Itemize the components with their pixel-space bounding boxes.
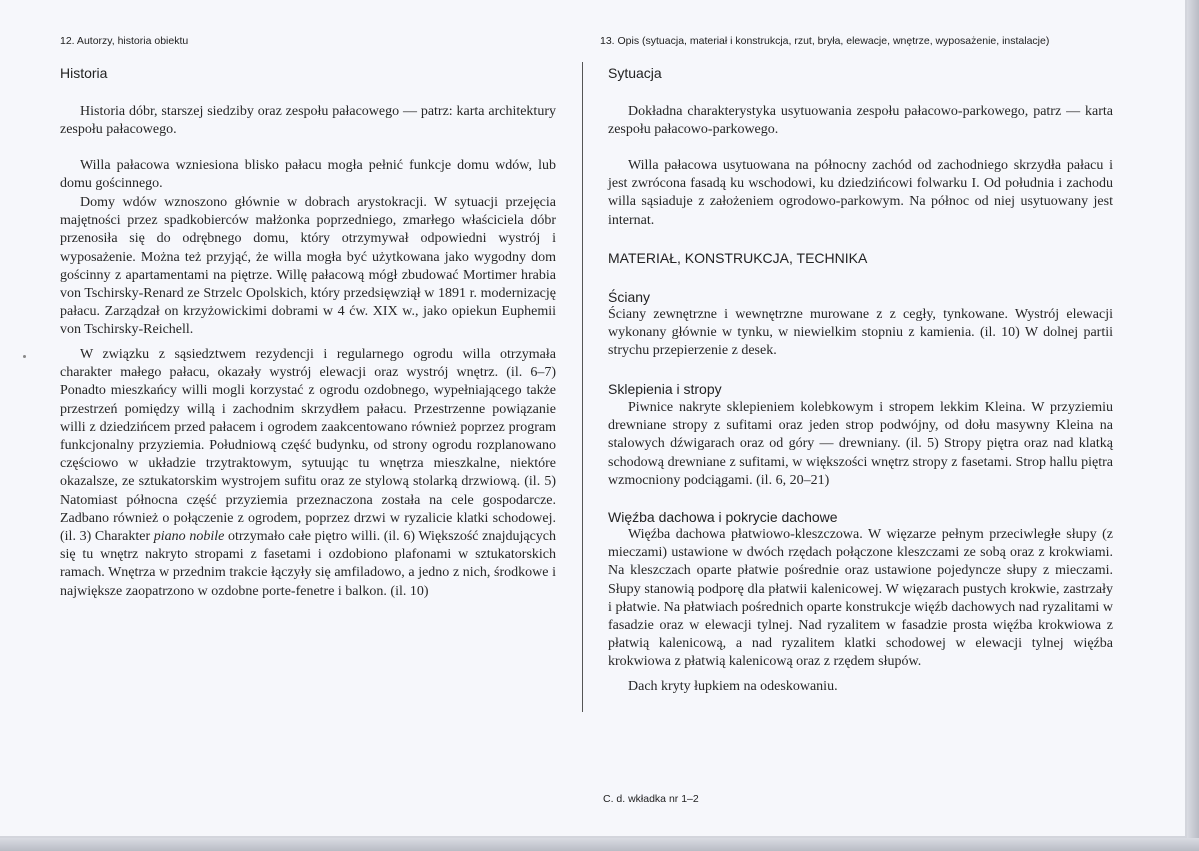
history-paragraph-2: Willa pałacowa wzniesiona blisko pałacu mogła pełnić funkcje domu wdów, lub domu gościnnego.	[60, 158, 556, 192]
roof-paragraph: Więźba dachowa płatwiowo-kleszczowa. W więzarze pełnym przeciwległe słupy (z mieczami) ustawione w dwóch rzędach połączone kleszczami ze sobą oraz z krokwiami. Na kleszczach oparte płatwie pośrednie oraz ustawione pojedyncze słupy z mieczami. Słupy stanowią podporę dla płatwii kalenicowej. W więzarach pustych krokwie, zastrzały i płatwie. Na płatwiach pośrednich oparte konstrukcje więźb dachowych nad ryzalitami w fasadzie oraz w elewacji tylnej. Nad ryzalitem w fasadzie prosta więźba krokwiowa z płatwią kalenicową, a nad ryzalitem klatki schodowej w elewacji tylnej więźba krokwiowa z płatwią kalenicową oraz z rzędem słupów.	[608, 527, 1113, 670]
history-paragraph-4-text-b: otrzymało całe piętro willi. (il. 6) Większość znajdujących się tu wnętrz nakryto stropami z fasetami i ozdobiono plafonami w sztukatorskich ramach. Wnętrza w przednim trakcie łączyły się amfiladowo, a jedno z nich, środkowe i największe zaopatrzono w ozdobne porte-fenetre i balkon. (il. 10)	[60, 529, 556, 599]
history-paragraph-3: Domy wdów wznoszono głównie w dobrach arystokracji. W sytuacji przejęcia majętności przez spadkobierców małżonka poprzedniego, zmarłego właściciela dóbr przenosiła się do odrębnego domu, który otrzymywał odpowiedni wystrój i wyposażenie. Można też przyjąć, że willa mogła być użytkowana jako wygodny dom gościnny z apartamentami na piętrze. Willę pałacową mógł zbudować Mortimer hrabia von Tschirsky-Renard ze Strzelc Opolskich, który przedsięwziął w 1891 r. modernizację pałacu. Zarządzał on krzyżowickimi dobrami w 4 ćw. XIX w., jako opiekun Euphemii von Tschirsky-Reichell.	[60, 195, 556, 338]
history-paragraph-4	[60, 346, 556, 601]
left-page-header: 12. Autorzy, historia obiektu	[60, 35, 189, 47]
column-divider	[582, 62, 583, 712]
history-paragraph-4-text-a: W związku z sąsiedztwem rezydencji i regularnego ogrodu willa otrzymała charakter małego pałacu, okazały wystrój elewacji oraz wystrój wnętrz. (il. 6–7) Ponadto mieszkańcy willi mogli korzystać z ogrodu ozdobnego, wypełniającego także przestrzeń pomiędzy willą i zachodnim skrzydłem pałacu. Przestrzenne powiązanie willi z dziedzińcem przed pałacem i ogrodem zaakcentowano również poprzez program funkcjonalny przyziemia. Południową część budynku, od strony ogrodu rozplanowano częściowo w układzie trzytraktowym, sytuując tu wnętrza mieszkalne, niektóre okazalsze, ze sztukatorskim wystrojem sufitu oraz ze stylową stolarką drzwiową. (il. 5) Natomiast północna część przyziemia przeznaczona została na cele gospodarcze. Zadbano również o połączenie z ogrodem, poprzez drzwi w ryzalicie klatki schodowej. (il. 3) Charakter	[60, 347, 556, 545]
history-paragraph-1: Historia dóbr, starszej siedziby oraz zespołu pałacowego — patrz: karta architektury zespołu pałacowego.	[60, 104, 556, 138]
right-page-header: 13. Opis (sytuacja, materiał i konstrukcja, rzut, bryła, elewacje, wnętrze, wyposażenie, instalacje)	[600, 35, 1050, 47]
roof-heading: Więźba dachowa i pokrycie dachowe	[608, 509, 838, 525]
vaults-paragraph: Piwnice nakryte sklepieniem kolebkowym i stropem lekkim Kleina. W przyziemiu drewniane stropy z sufitami oraz jeden strop podwójny, od dołu masywny Kleina na stalowych dźwigarach oraz od góry — drewniany. (il. 5) Stropy piętra oraz nad klatką schodową drewniane z sufitami, w większości wnętrz stropy z fasetami. Strop hallu piętra wzmocniony podciągami. (il. 6, 20–21)	[608, 400, 1113, 488]
walls-paragraph: Ściany zewnętrzne i wewnętrzne murowane z z cegły, tynkowane. Wystrój elewacji wykonany głównie w tynku, w niewielkim stopniu z kamienia. (il. 10) W dolnej partii strychu przepierzenie z desek.	[608, 307, 1113, 359]
roof-cover-paragraph: Dach kryty łupkiem na odeskowaniu.	[628, 679, 838, 694]
scan-mark	[23, 355, 26, 358]
continuation-note: C. d. wkładka nr 1–2	[603, 793, 699, 805]
situation-paragraph-1: Dokładna charakterystyka usytuowania zespołu pałacowo-parkowego, patrz — karta zespołu pałacowo-parkowego.	[608, 104, 1113, 138]
scan-edge-bottom	[0, 838, 1199, 851]
material-heading: MATERIAŁ, KONSTRUKCJA, TECHNIKA	[608, 250, 868, 266]
scan-edge-right	[1187, 0, 1199, 851]
walls-heading: Ściany	[608, 289, 651, 305]
vaults-heading: Sklepienia i stropy	[608, 381, 722, 397]
history-heading: Historia	[60, 65, 108, 81]
situation-heading: Sytuacja	[608, 65, 662, 81]
situation-paragraph-2: Willa pałacowa usytuowana na północny zachód od zachodniego skrzydła pałacu i jest zwrócona fasadą ku wschodowi, ku dziedzińcowi folwarku I. Od południa i zachodu willa sąsiaduje z założeniem ogrodowo-parkowym. Na północ od niej usytuowany jest internat.	[608, 158, 1113, 228]
piano-nobile-italic: piano nobile	[153, 529, 225, 545]
